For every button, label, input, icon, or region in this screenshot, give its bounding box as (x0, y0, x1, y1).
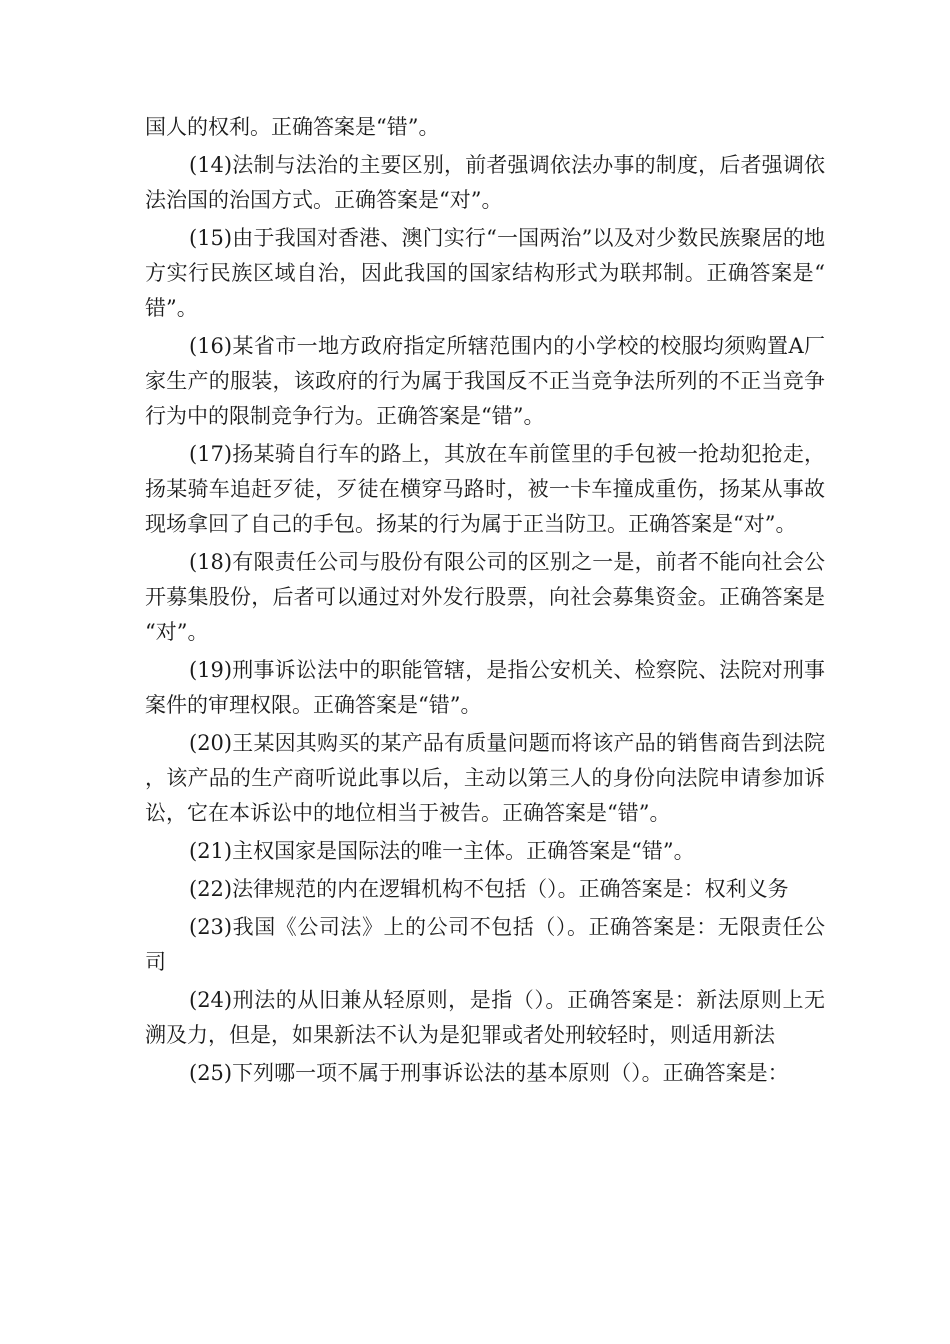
paragraph-item-16: (16)某省市一地方政府指定所辖范围内的小学校的校服均须购置A厂家生产的服装，该政府的行为属于我国反不正当竞争法所列的不正当竞争行为中的限制竞争行为。正确答案是“错”。 (145, 334, 825, 428)
paragraph-item-17: (17)扬某骑自行车的路上，其放在车前筐里的手包被一抢劫犯抢走，扬某骑车追赶歹徒，歹徒在横穿马路时，被一卡车撞成重伤，扬某从事故现场拿回了自己的手包。扬某的行为属于正当防卫。正确答案是“对”。 (145, 442, 825, 536)
paragraph-item-19: (19)刑事诉讼法中的职能管辖，是指公安机关、检察院、法院对刑事案件的审理权限。正确答案是“错”。 (145, 658, 825, 717)
paragraph-item-20: (20)王某因其购买的某产品有质量问题而将该产品的销售商告到法院，该产品的生产商听说此事以后，主动以第三人的身份向法院申请参加诉讼，它在本诉讼中的地位相当于被告。正确答案是“错”。 (145, 731, 825, 825)
paragraph-item-25: (25)下列哪一项不属于刑事诉讼法的基本原则（）。正确答案是： (189, 1061, 789, 1085)
paragraph-item-23: (23)我国《公司法》上的公司不包括（）。正确答案是：无限责任公司 (145, 915, 825, 974)
document-body (145, 110, 825, 1094)
paragraph-item-14: (14)法制与法治的主要区别，前者强调依法办事的制度，后者强调依法治国的治国方式。正确答案是“对”。 (145, 153, 825, 212)
paragraph-item-21: (21)主权国家是国际法的唯一主体。正确答案是“错”。 (189, 839, 695, 863)
paragraph-item-18: (18)有限责任公司与股份有限公司的区别之一是，前者不能向社会公开募集股份，后者可以通过对外发行股票，向社会募集资金。正确答案是“对”。 (145, 550, 825, 644)
paragraph-continued: 国人的权利。正确答案是“错”。 (145, 115, 440, 139)
paragraph-item-24: (24)刑法的从旧兼从轻原则，是指（）。正确答案是：新法原则上无溯及力，但是，如果新法不认为是犯罪或者处刑较轻时，则适用新法 (145, 988, 825, 1047)
paragraph-item-22: (22)法律规范的内在逻辑机构不包括（）。正确答案是：权利义务 (189, 877, 789, 901)
paragraph-item-15: (15)由于我国对香港、澳门实行“一国两治”以及对少数民族聚居的地方实行民族区域自治，因此我国的国家结构形式为联邦制。正确答案是“错”。 (145, 226, 825, 320)
